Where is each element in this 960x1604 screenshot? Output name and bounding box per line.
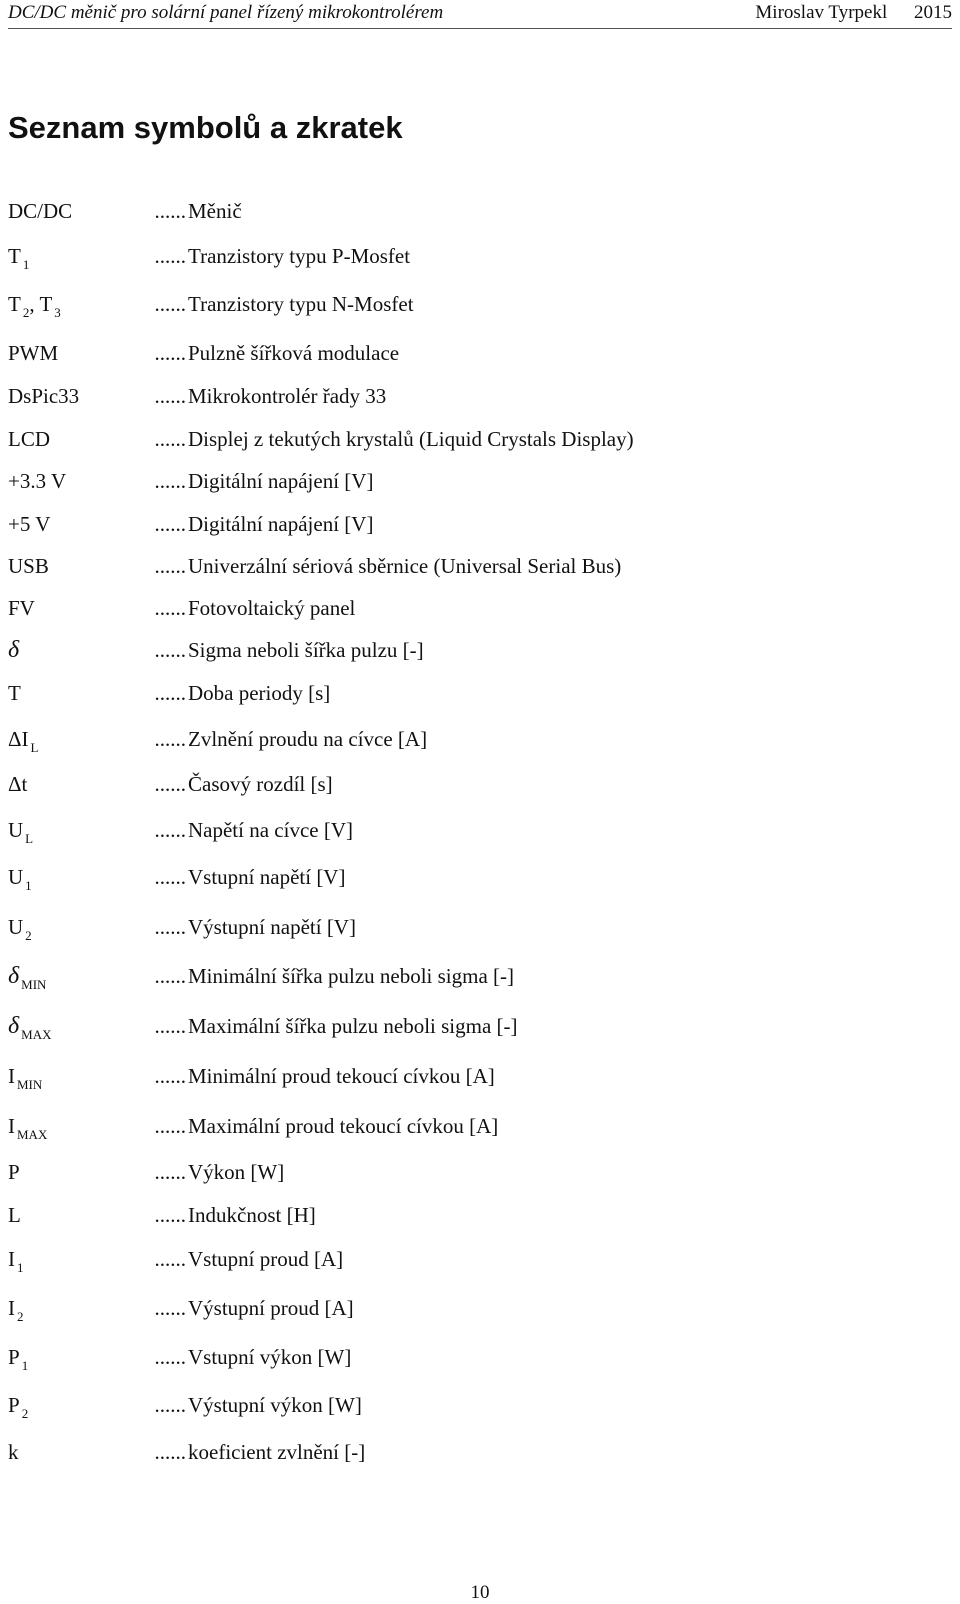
- symbol-abbreviation: [8, 1203, 22, 1227]
- page-number: 10: [470, 1582, 490, 1603]
- symbol-abbreviation: [8, 292, 62, 320]
- symbol-description: Zvlnění proudu na cívce [A]: [188, 727, 428, 751]
- symbol-abbreviation: [8, 341, 59, 365]
- symbol-abbreviation: [8, 638, 20, 662]
- symbol-abbreviation: [8, 1345, 29, 1373]
- symbol-description: Výstupní výkon [W]: [188, 1393, 362, 1417]
- leader-dots: ......: [154, 596, 186, 620]
- symbol-row: [8, 769, 908, 799]
- symbol-subscript: 2: [21, 1406, 29, 1421]
- symbol-cell: [8, 1011, 186, 1050]
- leader-dots: ......: [154, 199, 186, 223]
- symbol-cell: [8, 289, 186, 328]
- symbol-description: Pulzně šířková modulace: [188, 341, 400, 365]
- symbol-cell: [8, 769, 186, 799]
- symbol-subscript: L: [30, 740, 39, 755]
- symbol-description: Digitální napájení [V]: [188, 469, 374, 493]
- symbol-text: FV: [8, 596, 35, 620]
- symbol-description: koeficient zvlnění [-]: [188, 1440, 366, 1464]
- leader-dots: ......: [154, 818, 186, 842]
- symbol-subscript: 2: [22, 305, 30, 320]
- leader-dots: ......: [154, 1014, 186, 1038]
- leader-dots: ......: [154, 244, 186, 268]
- symbol-cell: [8, 1437, 186, 1467]
- delta-symbol: δ: [8, 963, 20, 989]
- symbol-row: [8, 289, 908, 319]
- symbol-description: Minimální proud tekoucí cívkou [A]: [188, 1064, 495, 1088]
- symbol-subscript: MAX: [17, 1127, 48, 1142]
- symbol-cell: [8, 1244, 186, 1283]
- symbol-row: [8, 961, 908, 991]
- symbol-description: Digitální napájení [V]: [188, 512, 374, 536]
- leader-dots: ......: [154, 1393, 186, 1417]
- symbol-description: Doba periody [s]: [188, 681, 331, 705]
- leader-dots: ......: [154, 638, 186, 662]
- symbol-description: Displej z tekutých krystalů (Liquid Crystals Display): [188, 427, 634, 451]
- symbol-row: [8, 635, 908, 665]
- symbol-cell: [8, 466, 186, 496]
- leader-dots: ......: [154, 865, 186, 889]
- leader-dots: ......: [154, 427, 186, 451]
- symbol-text: ΔI: [8, 727, 29, 751]
- symbol-description: Výstupní napětí [V]: [188, 915, 356, 939]
- symbol-description: Výkon [W]: [188, 1160, 285, 1184]
- symbol-cell: [8, 1390, 186, 1429]
- leader-dots: ......: [154, 384, 186, 408]
- symbol-cell: [8, 1111, 186, 1150]
- symbol-subscript: MAX: [21, 1027, 52, 1042]
- symbol-cell: [8, 1293, 186, 1332]
- header-year: 2015: [914, 2, 952, 23]
- symbol-row: [8, 862, 908, 892]
- symbol-description: Vstupní proud [A]: [188, 1247, 344, 1271]
- symbol-cell: [8, 1061, 186, 1100]
- symbol-text: P: [8, 1160, 20, 1184]
- symbol-description: Sigma neboli šířka pulzu [-]: [188, 638, 424, 662]
- symbol-row: [8, 1061, 908, 1091]
- leader-dots: ......: [154, 469, 186, 493]
- symbol-text: U: [8, 865, 24, 889]
- symbol-row: [8, 1293, 908, 1323]
- symbol-abbreviation: [8, 1160, 21, 1184]
- symbol-description: Maximální proud tekoucí cívkou [A]: [188, 1114, 499, 1138]
- symbol-row: [8, 338, 908, 368]
- leader-dots: ......: [154, 1296, 186, 1320]
- leader-dots: ......: [154, 1345, 186, 1369]
- symbol-cell: [8, 196, 186, 226]
- symbol-abbreviation: [8, 727, 39, 755]
- symbol-row: [8, 912, 908, 942]
- leader-dots: ......: [154, 341, 186, 365]
- symbol-row: [8, 678, 908, 708]
- symbol-text-second: , T: [29, 292, 53, 316]
- symbol-cell: [8, 381, 186, 411]
- leader-dots: ......: [154, 1114, 186, 1138]
- leader-dots: ......: [154, 681, 186, 705]
- symbol-description: Napětí na cívce [V]: [188, 818, 353, 842]
- symbol-row: [8, 241, 908, 271]
- symbol-cell: [8, 1342, 186, 1381]
- symbol-abbreviation: [8, 915, 33, 943]
- page-header: [8, 0, 952, 29]
- leader-dots: ......: [154, 1247, 186, 1271]
- symbol-abbreviation: [8, 554, 50, 578]
- leader-dots: ......: [154, 1064, 186, 1088]
- leader-dots: ......: [154, 964, 186, 988]
- leader-dots: ......: [154, 915, 186, 939]
- header-author: Miroslav Tyrpekl: [755, 2, 888, 23]
- symbol-row: [8, 1244, 908, 1274]
- symbol-subscript: 1: [17, 1260, 24, 1275]
- symbol-cell: [8, 678, 186, 708]
- symbol-text: L: [8, 1203, 21, 1227]
- symbol-row: [8, 424, 908, 454]
- symbol-row: [8, 1200, 908, 1230]
- symbol-abbreviation: [8, 865, 33, 893]
- symbol-abbreviation: [8, 1296, 25, 1324]
- symbol-text: I: [8, 1114, 15, 1138]
- header-author-year: [755, 0, 952, 26]
- symbol-text: DsPic33: [8, 384, 80, 408]
- symbol-cell: [8, 635, 186, 665]
- symbol-text: k: [8, 1440, 19, 1464]
- symbol-cell: [8, 961, 186, 1000]
- symbol-abbreviation: [8, 596, 36, 620]
- symbol-text: DC/DC: [8, 199, 73, 223]
- symbol-description: Minimální šířka pulzu neboli sigma [-]: [188, 964, 515, 988]
- symbol-description: Vstupní napětí [V]: [188, 865, 346, 889]
- symbol-cell: [8, 551, 186, 581]
- symbol-text: U: [8, 818, 24, 842]
- symbol-abbreviation: [8, 1064, 43, 1092]
- symbol-abbreviation: [8, 1114, 48, 1142]
- leader-dots: ......: [154, 292, 186, 316]
- leader-dots: ......: [154, 727, 186, 751]
- symbol-description: Tranzistory typu P-Mosfet: [188, 244, 411, 268]
- symbol-row: [8, 815, 908, 845]
- symbol-abbreviation: [8, 469, 67, 493]
- symbol-subscript: MIN: [21, 977, 47, 992]
- symbol-row: [8, 1157, 908, 1187]
- symbol-row: [8, 1342, 908, 1372]
- symbol-cell: [8, 338, 186, 368]
- leader-dots: ......: [154, 1440, 186, 1464]
- symbol-text: +3.3 V: [8, 469, 67, 493]
- symbol-abbreviation: [8, 244, 30, 272]
- symbol-subscript: 2: [17, 1309, 24, 1324]
- leader-dots: ......: [154, 1160, 186, 1184]
- symbol-text: T: [8, 244, 21, 268]
- symbol-row: [8, 381, 908, 411]
- symbol-subscript: 2: [25, 928, 32, 943]
- symbol-description: Měnič: [188, 199, 242, 223]
- symbol-cell: [8, 1200, 186, 1230]
- symbol-row: [8, 551, 908, 581]
- symbol-cell: [8, 912, 186, 951]
- symbol-cell: [8, 815, 186, 854]
- leader-dots: ......: [154, 1203, 186, 1227]
- symbol-abbreviation: [8, 772, 28, 796]
- symbol-description: Univerzální sériová sběrnice (Universal Serial Bus): [188, 554, 622, 578]
- symbol-row: [8, 196, 908, 226]
- symbol-abbreviation: [8, 1013, 53, 1042]
- symbol-text: T: [8, 681, 21, 705]
- symbol-text: I: [8, 1296, 15, 1320]
- symbol-text: PWM: [8, 341, 59, 365]
- delta-symbol: δ: [8, 637, 20, 663]
- symbol-description: Tranzistory typu N-Mosfet: [188, 292, 414, 316]
- leader-dots: ......: [154, 772, 186, 796]
- symbol-cell: [8, 424, 186, 454]
- symbol-abbreviation: [8, 1393, 29, 1421]
- symbol-subscript: MIN: [17, 1077, 43, 1092]
- symbol-abbreviation: [8, 512, 51, 536]
- symbol-subscript: 1: [21, 1358, 29, 1373]
- symbol-subscript-second: 3: [54, 305, 61, 320]
- symbol-abbreviation: [8, 1247, 25, 1275]
- symbol-text: U: [8, 915, 24, 939]
- symbol-row: [8, 724, 908, 754]
- symbol-abbreviation: [8, 818, 34, 846]
- symbol-text: I: [8, 1064, 15, 1088]
- symbol-description: Výstupní proud [A]: [188, 1296, 354, 1320]
- symbol-subscript: 1: [25, 878, 32, 893]
- section-title: Seznam symbolů a zkratek: [8, 110, 403, 145]
- symbol-description: Fotovoltaický panel: [188, 596, 356, 620]
- symbol-row: [8, 1111, 908, 1141]
- symbol-row: [8, 593, 908, 623]
- symbol-row: [8, 1390, 908, 1420]
- symbol-row: [8, 1437, 908, 1467]
- symbol-text: T: [8, 292, 21, 316]
- symbol-text: P: [8, 1393, 20, 1417]
- symbol-text: LCD: [8, 427, 50, 451]
- symbol-cell: [8, 593, 186, 623]
- symbol-abbreviation: [8, 963, 47, 992]
- symbol-description: Časový rozdíl [s]: [188, 772, 333, 796]
- symbol-cell: [8, 509, 186, 539]
- symbol-abbreviation: [8, 681, 22, 705]
- leader-dots: ......: [154, 512, 186, 536]
- leader-dots: ......: [154, 554, 186, 578]
- symbol-text: +5 V: [8, 512, 51, 536]
- symbol-text: P: [8, 1345, 20, 1369]
- symbol-cell: [8, 241, 186, 280]
- symbol-abbreviation: [8, 1440, 20, 1464]
- symbol-abbreviation: [8, 427, 51, 451]
- symbol-abbreviation: [8, 199, 73, 223]
- symbol-row: [8, 509, 908, 539]
- symbol-cell: [8, 1157, 186, 1187]
- symbol-row: [8, 466, 908, 496]
- symbol-cell: [8, 862, 186, 901]
- symbol-subscript: L: [25, 831, 34, 846]
- symbol-cell: [8, 724, 186, 763]
- symbol-description: Maximální šířka pulzu neboli sigma [-]: [188, 1014, 518, 1038]
- symbol-text: Δt: [8, 772, 28, 796]
- symbol-subscript: 1: [22, 257, 30, 272]
- header-document-title: DC/DC měnič pro solární panel řízený mikrokontrolérem: [8, 2, 444, 23]
- symbol-description: Indukčnost [H]: [188, 1203, 316, 1227]
- symbol-text: I: [8, 1247, 15, 1271]
- delta-symbol: δ: [8, 1013, 20, 1039]
- symbol-abbreviation: [8, 384, 80, 408]
- symbol-description: Vstupní výkon [W]: [188, 1345, 352, 1369]
- symbol-row: [8, 1011, 908, 1041]
- symbol-text: USB: [8, 554, 49, 578]
- symbol-description: Mikrokontrolér řady 33: [188, 384, 387, 408]
